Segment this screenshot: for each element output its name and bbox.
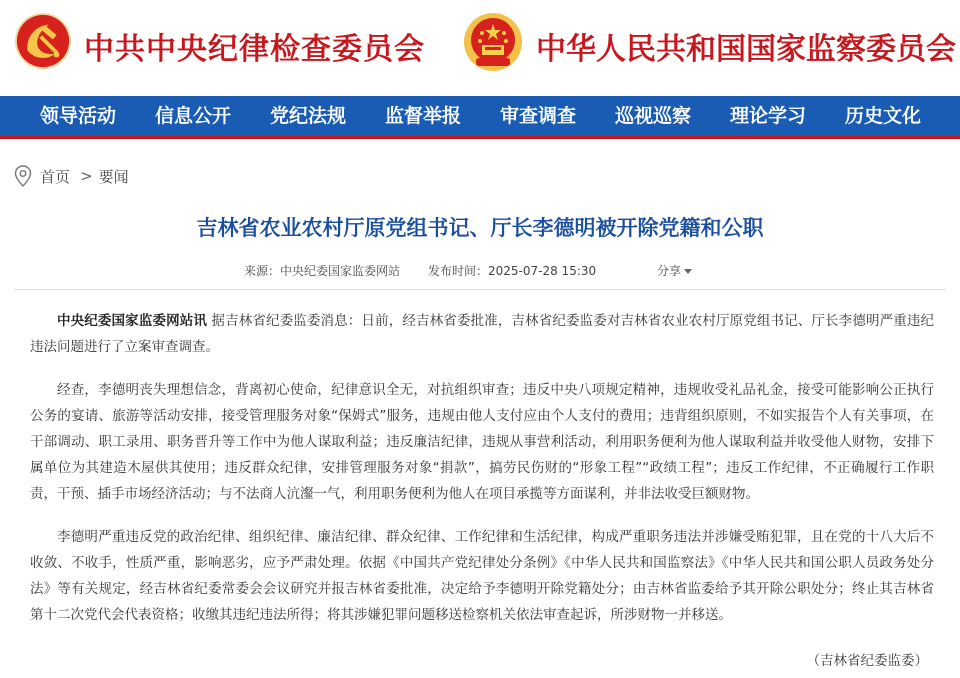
location-pin-icon xyxy=(14,165,32,187)
cpc-commission-title[interactable]: 中共中央纪律检查委员会 xyxy=(84,32,425,67)
article-paragraph: 李德明严重违反党的政治纪律、组织纪律、廉洁纪律、群众纪律、工作纪律和生活纪律，构成严重职务违法并涉嫌受贿犯罪，且在党的十八大后不收敛、不收手，性质严重，影响恶劣，应予严肃处理。依据《中国共产党纪律处分条例》《中华人民共和国监察法》《中华人民共和国公职人员政务处分法》等有关规定，经吉林省纪委常委会会议研究并报吉林省委批准，决定给予李德明开除党籍处分；由吉林省监委给予其开除公职处分；终止其吉林省第十二次党代会代表资格；收缴其违纪违法所得；将其涉嫌犯罪问题移送检察机关依法审查起诉，所涉财物一并移送。 xyxy=(30,529,934,623)
site-header xyxy=(0,0,960,96)
national-emblem-icon[interactable] xyxy=(462,12,524,74)
article-source: 来源：中央纪委国家监委网站 xyxy=(244,264,401,278)
chevron-down-icon xyxy=(684,269,692,274)
breadcrumb-current[interactable]: 要闻 xyxy=(98,167,129,186)
divider xyxy=(14,289,946,290)
nav-item-leadership[interactable]: 领导活动 xyxy=(40,105,117,127)
article-publish-time: 发布时间：2025-07-28 15:30 xyxy=(428,264,597,278)
article-lead-text: 据吉林省纪委监委消息：日前，经吉林省委批准，吉林省纪委监委对吉林省农业农村厅原党组书记、厅长李德明严重违纪违法问题进行了立案审查调查。 xyxy=(30,313,934,355)
nav-item-history-culture[interactable]: 历史文化 xyxy=(845,105,922,127)
party-emblem-icon[interactable] xyxy=(14,12,72,70)
share-button[interactable] xyxy=(657,262,692,279)
nav-item-report[interactable]: 监督举报 xyxy=(385,105,462,127)
article-lead-source: 中央纪委国家监委网站讯 xyxy=(57,313,207,329)
nav-item-info-disclosure[interactable]: 信息公开 xyxy=(155,105,232,127)
breadcrumb-separator: > xyxy=(80,167,93,185)
article-paragraph: 经查，李德明丧失理想信念，背离初心使命，纪律意识全无，对抗组织审查；违反中央八项规定精神，违规收受礼品礼金，接受可能影响公正执行公务的宴请、旅游等活动安排，接受管理服务对象“保姆式”服务，违规由他人支付应由个人支付的费用；违背组织原则，不如实报告个人有关事项，在干部调动、职工录用、职务晋升等工作中为他人谋取利益；违反廉洁纪律，违规从事营利活动，利用职务便利为他人谋取利益并收受他人财物，安排下属单位为其建造木屋供其使用；违反群众纪律，安排管理服务对象“捐款”，搞劳民伤财的“形象工程”“政绩工程”；违反工作纪律，不正确履行工作职责，干预、插手市场经济活动；与不法商人沆瀣一气，利用职务便利为他人在项目承揽等方面谋利，并非法收受巨额财物。 xyxy=(30,382,934,502)
article-body xyxy=(30,308,934,645)
nav-item-party-regulations[interactable]: 党纪法规 xyxy=(270,105,347,127)
national-supervisory-commission-title[interactable]: 中华人民共和国国家监察委员会 xyxy=(536,32,956,67)
breadcrumb xyxy=(14,164,129,188)
article-signature: （吉林省纪委监委） xyxy=(806,653,928,669)
nav-item-inspection[interactable]: 巡视巡察 xyxy=(615,105,692,127)
main-nav xyxy=(0,96,960,139)
article-meta xyxy=(0,262,960,280)
nav-item-theory-study[interactable]: 理论学习 xyxy=(730,105,807,127)
article-paragraph xyxy=(30,308,934,360)
article-title: 吉林省农业农村厅原党组书记、厅长李德明被开除党籍和公职 xyxy=(196,216,764,240)
share-label: 分享 xyxy=(657,264,682,278)
nav-item-investigation[interactable]: 审查调查 xyxy=(500,105,577,127)
breadcrumb-home-link[interactable]: 首页 xyxy=(40,167,71,186)
